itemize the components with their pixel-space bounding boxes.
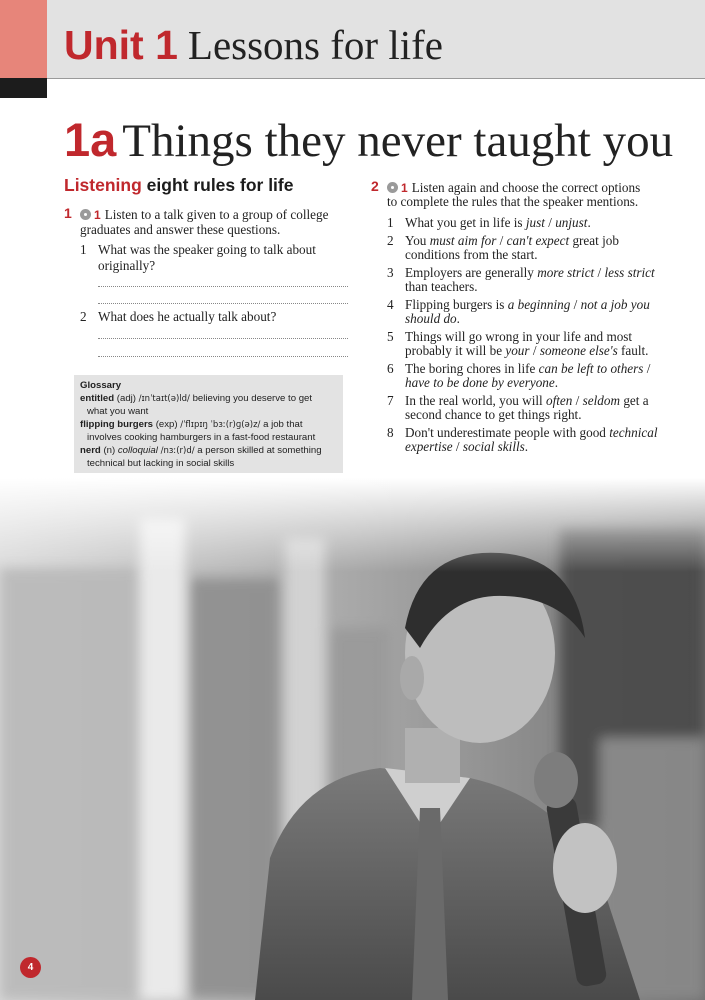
header-accent-block bbox=[0, 0, 47, 78]
exercise-2-number: 2 bbox=[371, 178, 379, 194]
unit-name: Lessons for life bbox=[187, 22, 443, 68]
audio-track-number: 1 bbox=[401, 181, 408, 195]
glossary-title: Glossary bbox=[80, 380, 122, 391]
section-title: eight rules for life bbox=[146, 175, 294, 195]
question-text: What was the speaker going to talk about bbox=[98, 242, 316, 257]
exercise-2-instruction-line1: Listen again and choose the correct options bbox=[411, 180, 641, 195]
option-a[interactable]: a beginning bbox=[507, 297, 571, 312]
option-a[interactable]: can be left to others bbox=[538, 361, 644, 376]
page-number-badge bbox=[20, 957, 41, 978]
option-a[interactable]: often bbox=[546, 393, 573, 408]
question-1 bbox=[80, 242, 360, 274]
option-b[interactable]: not a job you bbox=[580, 297, 650, 312]
option-a[interactable]: must aim for bbox=[429, 233, 497, 248]
audio-cd-icon bbox=[387, 182, 398, 193]
question-text: What does he actually talk about? bbox=[98, 309, 277, 324]
exercise-2-instruction-line2: to complete the rules that the speaker mentions. bbox=[387, 194, 639, 209]
option-b[interactable]: someone else's bbox=[539, 343, 618, 358]
unit-title bbox=[64, 19, 443, 71]
option-b[interactable]: less strict bbox=[604, 265, 655, 280]
glossary-entry: flipping burgers (exp) /ˈflɪpɪŋ ˈbɜː(r)ɡ(ə)z/ a job that bbox=[80, 419, 303, 430]
option-a[interactable]: technical bbox=[609, 425, 658, 440]
option-b[interactable]: can't expect bbox=[506, 233, 570, 248]
option-b[interactable]: seldom bbox=[582, 393, 621, 408]
speaker-photo bbox=[0, 478, 705, 1000]
section-heading bbox=[64, 175, 293, 196]
question-2 bbox=[80, 309, 360, 325]
option-b[interactable]: have to be done by everyone bbox=[405, 375, 555, 390]
audio-cd-icon bbox=[80, 209, 91, 220]
option-a[interactable]: your bbox=[505, 343, 530, 358]
glossary-box: Glossary entitled (adj) /ɪnˈtaɪt(ə)ld/ believing you deserve to get what you want flipping burgers (exp) /ˈflɪpɪŋ ˈbɜː(r)ɡ(ə)z/ a job that involves cooking hamburgers in a fast-food restaurant nerd (n) colloquial /nɜː(r)d/ a person skilled at something technical but lacking in social skills bbox=[74, 375, 343, 473]
audio-track-number: 1 bbox=[94, 208, 101, 222]
lesson-title bbox=[64, 112, 673, 169]
lesson-code: 1a bbox=[64, 113, 117, 166]
option-a-cont[interactable]: expertise bbox=[405, 439, 453, 454]
answer-line[interactable] bbox=[98, 338, 348, 339]
question-text-cont: originally? bbox=[98, 258, 156, 273]
answer-line[interactable] bbox=[98, 303, 348, 304]
option-a[interactable]: just bbox=[525, 215, 545, 230]
page-number: 4 bbox=[27, 962, 34, 973]
glossary-entry: entitled (adj) /ɪnˈtaɪt(ə)ld/ believing you deserve to get bbox=[80, 393, 313, 404]
question-number: 1 bbox=[80, 242, 87, 257]
unit-number: Unit 1 bbox=[64, 22, 178, 68]
option-a[interactable]: more strict bbox=[537, 265, 595, 280]
exercise-1-number: 1 bbox=[64, 205, 72, 221]
answer-line[interactable] bbox=[98, 356, 348, 357]
section-label: Listening bbox=[64, 175, 142, 195]
option-b[interactable]: social skills bbox=[462, 439, 525, 454]
lesson-name: Things they never taught you bbox=[122, 115, 674, 167]
option-b-cont[interactable]: should do bbox=[405, 311, 457, 326]
exercise-1-instruction-line1: Listen to a talk given to a group of college bbox=[104, 207, 329, 222]
answer-line[interactable] bbox=[98, 286, 348, 287]
exercise-2: 2 1 Listen again and choose the correct options to complete the rules that the speaker mentions. 1 What you get in life is just / unjust. 2 You must aim for / can't expect great job conditions from the start. 3 Employers are generally more strict / less strict than teachers. 4 Flipping burgers is a beginning / not a job you should do. 5 Things will go wrong in your life and most probably it will be your / someone else's fault. 6 The boring chores in life can be left to others / have to be done by everyone. 7 In the real world, you will often / seldom get a second chance to get things right. 8 Don't underestimate people with good technical expertise / social skills. bbox=[371, 178, 658, 454]
exercise-1-instruction-line2: graduates and answer these questions. bbox=[80, 222, 281, 237]
question-number: 2 bbox=[80, 309, 87, 324]
glossary-entry: nerd (n) colloquial /nɜː(r)d/ a person skilled at something bbox=[80, 445, 322, 456]
option-b[interactable]: unjust bbox=[555, 215, 588, 230]
header-rule bbox=[47, 78, 705, 79]
header-black-block bbox=[0, 78, 47, 98]
speaker-photo-illustration bbox=[0, 478, 705, 1000]
